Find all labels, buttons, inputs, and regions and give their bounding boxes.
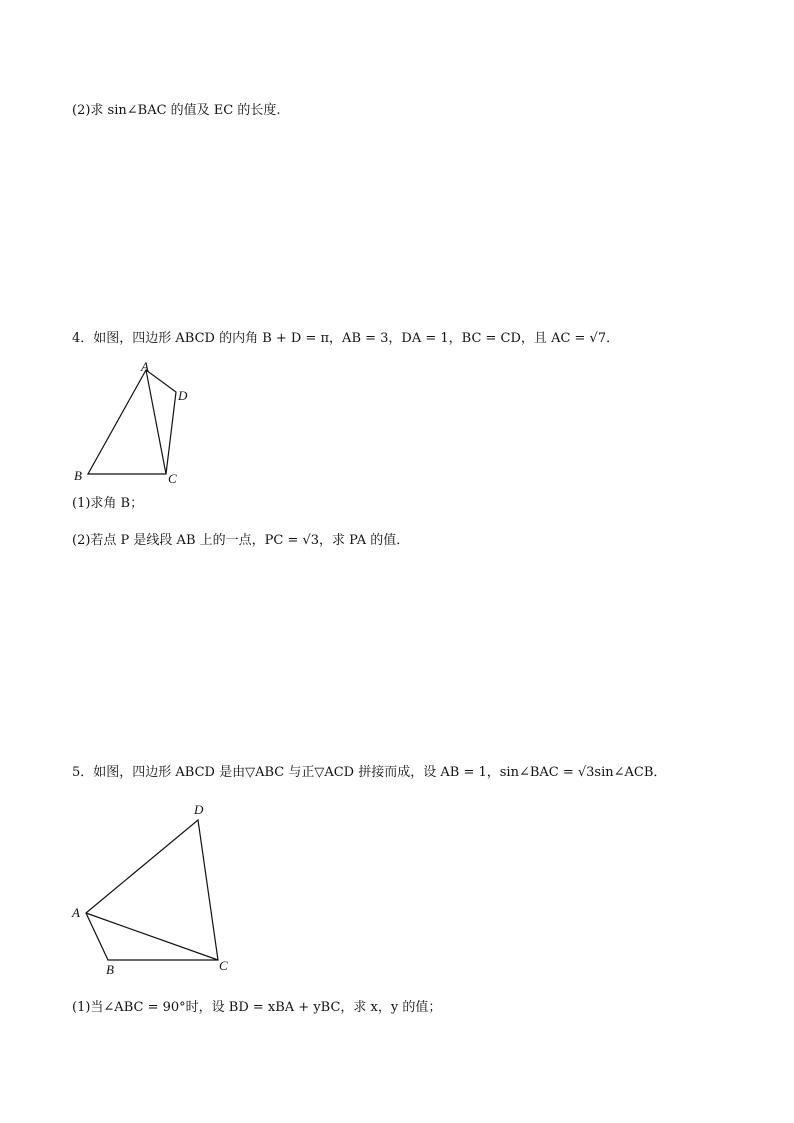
q5-stem: 5．如图，四边形 ABCD 是由▽ABC 与正▽ACD 拼接而成，设 AB = 1，sin∠BAC = √3sin∠ACB． [72,765,667,780]
q4-figure [66,358,206,488]
q4-stem: 4．如图，四边形 ABCD 的内角 B + D = π，AB = 3，DA = 1，BC = CD，且 AC = √7． [72,331,620,346]
q5-label-b: B [106,962,114,977]
q5-label-a: A [72,905,80,920]
q4-part2: (2)若点 P 是线段 AB 上的一点，PC = √3，求 PA 的值． [72,533,410,548]
q5-figure [66,798,246,983]
q4-label-b: B [74,468,82,483]
q4-quadrilateral [88,370,176,474]
q4-part1: (1)求角 B； [72,496,144,511]
q4-label-c: C [168,471,177,486]
q3-part2: (2)求 sin∠BAC 的值及 EC 的长度. [72,103,281,118]
q5-label-c: C [219,958,228,973]
q4-label-a: A [141,359,149,374]
q5-part1: (1)当∠ABC = 90°时，设 BD = xBA + yBC，求 x，y 的值； [72,1000,442,1015]
q5-quadrilateral [86,820,218,960]
q5-label-d: D [194,802,204,817]
q4-label-d: D [178,388,188,403]
